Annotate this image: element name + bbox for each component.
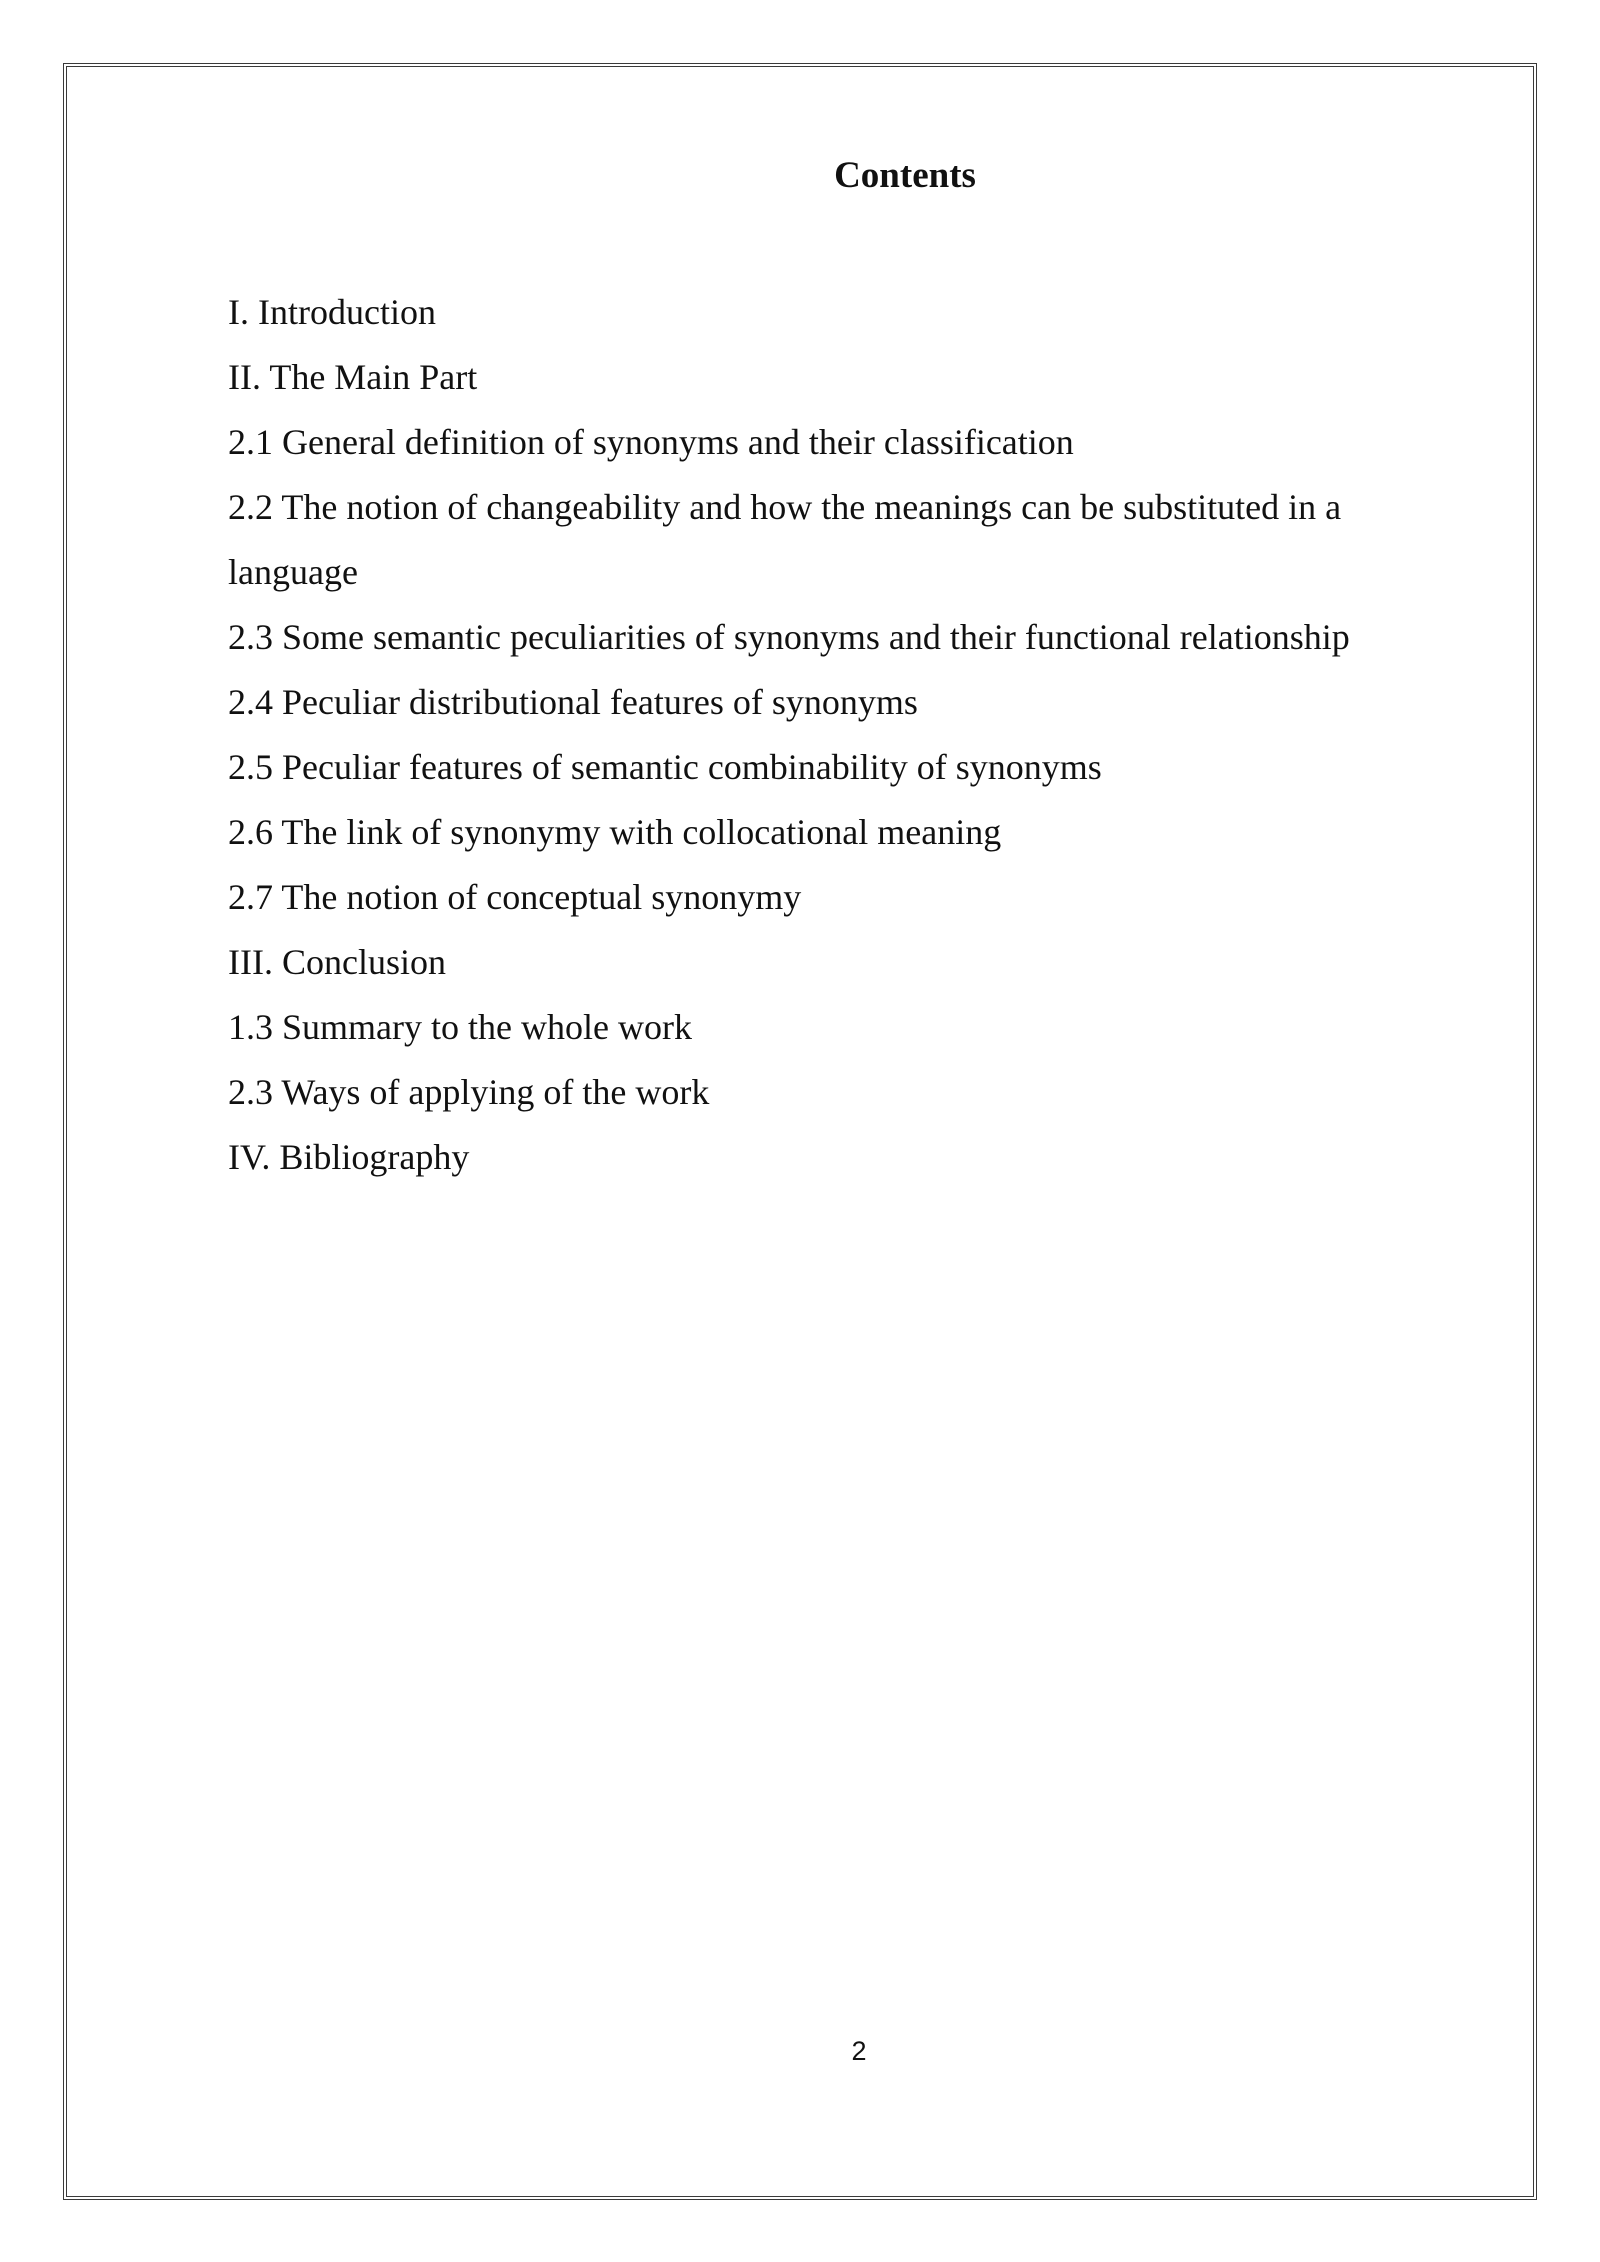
- toc-item-main-part: II. The Main Part: [228, 357, 478, 397]
- toc-item-1-3-summary: 1.3 Summary to the whole work: [228, 1007, 692, 1047]
- toc-item-conclusion: III. Conclusion: [228, 942, 446, 982]
- toc-item-2-3: 2.3 Some semantic peculiarities of synonyms and their functional relationship: [228, 617, 1350, 657]
- toc-item-2-3-applying: 2.3 Ways of applying of the work: [228, 1072, 710, 1112]
- table-of-contents: [228, 280, 1428, 1190]
- toc-item-2-7: 2.7 The notion of conceptual synonymy: [228, 877, 802, 917]
- toc-item-bibliography: IV. Bibliography: [228, 1137, 470, 1177]
- toc-item-2-4: 2.4 Peculiar distributional features of synonyms: [228, 682, 918, 722]
- toc-item-2-6: 2.6 The link of synonymy with collocational meaning: [228, 812, 1002, 852]
- page-title: Contents: [834, 155, 976, 196]
- page-number: 2: [851, 2036, 867, 2066]
- toc-item-2-2: 2.2 The notion of changeability and how the meanings can be substituted in a language: [228, 487, 1342, 592]
- toc-item-2-1: 2.1 General definition of synonyms and their classification: [228, 422, 1074, 462]
- toc-item-2-5: 2.5 Peculiar features of semantic combinability of synonyms: [228, 747, 1102, 787]
- toc-item-introduction: I. Introduction: [228, 292, 436, 332]
